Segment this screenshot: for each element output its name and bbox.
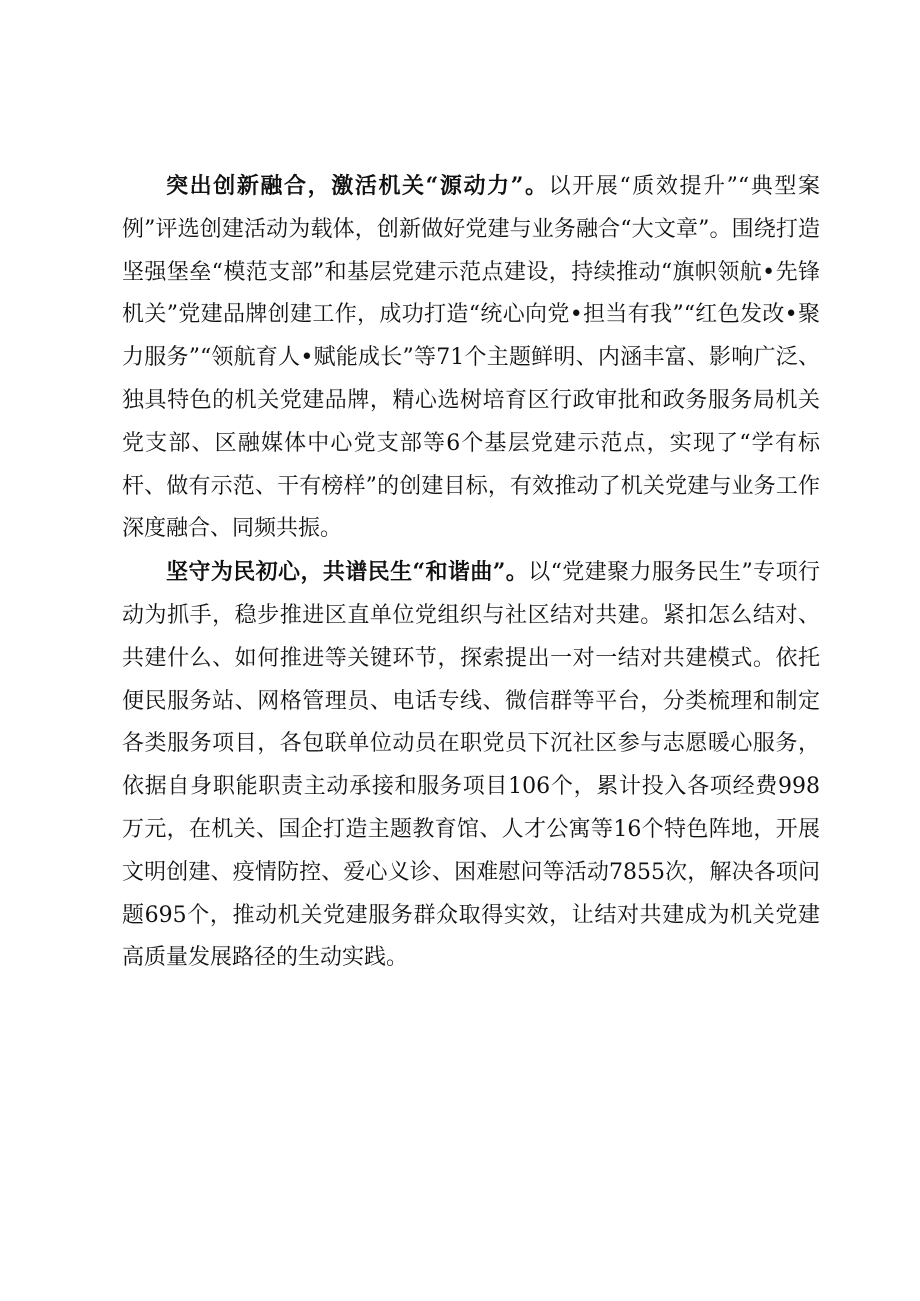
document-body [122,165,820,980]
paragraph-innovation-integration [122,165,820,551]
paragraph-text: 以“党建聚力服务民生”专项行动为抓手，稳步推进区直单位党组织与社区结对共建。紧扣怎么结对、共建什么、如何推进等关键环节，探索提出一对一结对共建模式。依托便民服务站、网格管理员、电话专线、微信群等平台，分类梳理和制定各类服务项目，各包联单位动员在职党员下沉社区参与志愿暖心服务，依据自身职能职责主动承接和服务项目106个，累计投入各项经费998万元，在机关、国企打造主题教育馆、人才公寓等16个特色阵地，开展文明创建、疫情防控、爱心义诊、困难慰问等活动7855次，解决各项问题695个，推动机关党建服务群众取得实效，让结对共建成为机关党建高质量发展路径的生动实践。 [122,560,820,971]
paragraph-text: 以开展“质效提升”“典型案例”评选创建活动为载体，创新做好党建与业务融合“大文章”。围绕打造坚强堡垒“模范支部”和基层党建示范点建设，持续推动“旗帜领航•先锋机关”党建品牌创建工作，成功打造“统心向党•担当有我”“红色发改•聚力服务”“领航育人•赋能成长”等71个主题鲜明、内涵丰富、影响广泛、独具特色的机关党建品牌，精心选树培育区行政审批和政务服务局机关党支部、区融媒体中心党支部等6个基层党建示范点，实现了“学有标杆、做有示范、干有榜样”的创建目标，有效推动了机关党建与业务工作深度融合、同频共振。 [122,174,820,542]
paragraph-heading: 坚守为民初心，共谱民生“和谐曲”。 [166,559,529,586]
paragraph-heading: 突出创新融合，激活机关“源动力”。 [166,173,549,199]
paragraph-people-livelihood [122,551,820,980]
